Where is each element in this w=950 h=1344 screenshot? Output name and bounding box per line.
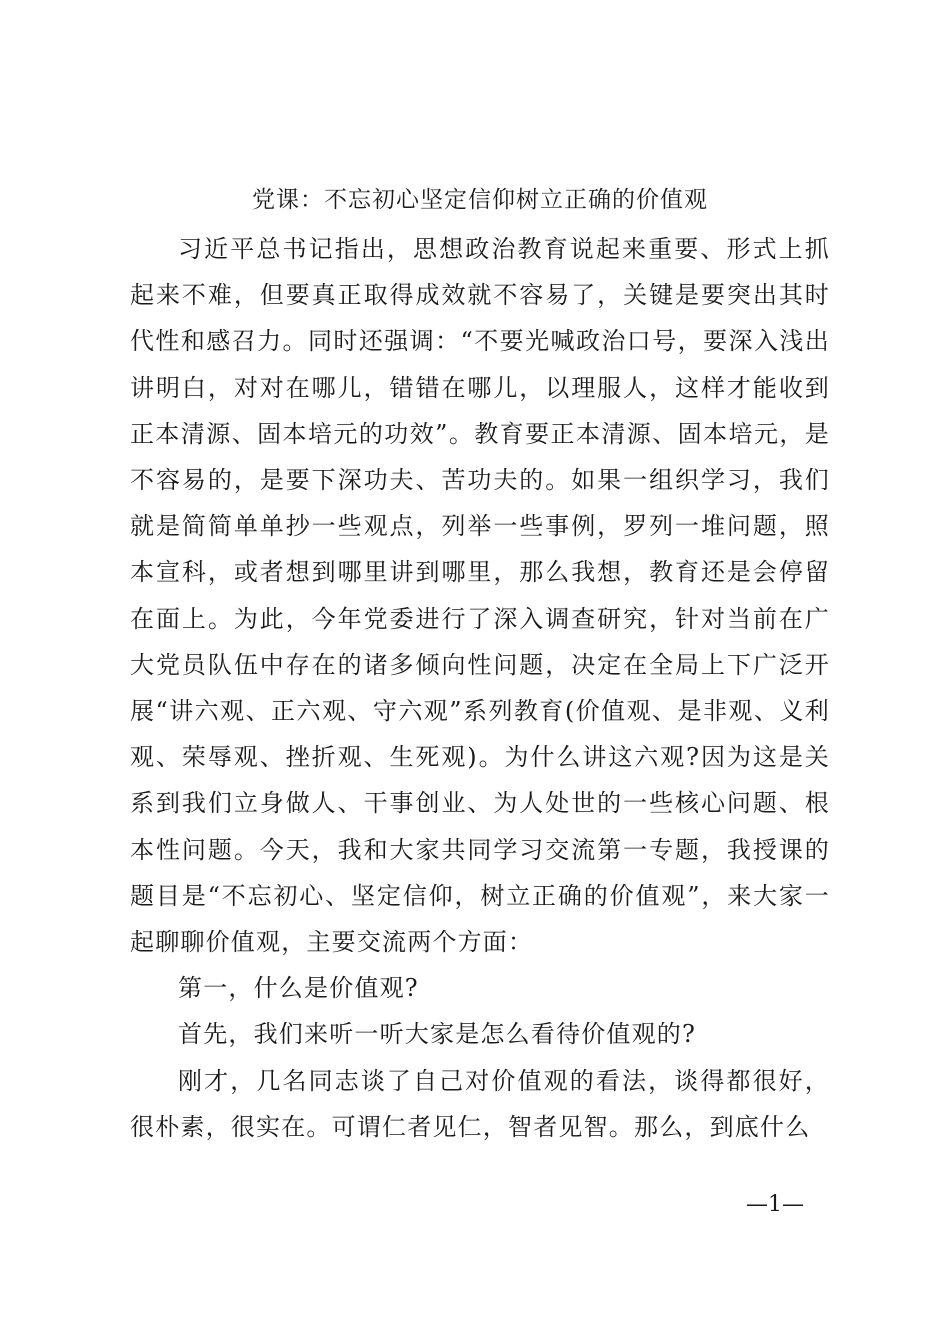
paragraph-section-heading: 第一，什么是价值观? bbox=[178, 974, 419, 1003]
paragraph-discussion: 刚才，几名同志谈了自己对价值观的看法，谈得都很好，很朴素，很实在。可谓仁者见仁，智者见智。那么，到底什么 bbox=[130, 1066, 830, 1141]
document-title: 党课：不忘初心坚定信仰树立正确的价值观 bbox=[252, 187, 708, 213]
page-number: —1— bbox=[746, 1192, 804, 1217]
paragraph-intro: 习近平总书记指出，思想政治教育说起来重要、形式上抓起来不难，但要真正取得成效就不容易了，关键是要突出其时代性和感召力。同时还强调：“不要光喊政治口号，要深入浅出讲明白，对对在哪儿，错错在哪儿，以理服人，这样才能收到正本清源、固本培元的功效”。教育要正本清源、固本培元，是不容易的，是要下深功夫、苦功夫的。如果一组织学习，我们就是简简单单抄一些观点，列举一些事例，罗列一堆问题，照本宣科，或者想到哪里讲到哪里，那么我想，教育还是会停留在面上。为此，今年党委进行了深入调查研究，针对当前在广大党员队伍中存在的诸多倾向性问题，决定在全局上下广泛开展“讲六观、正六观、守六观”系列教育(价值观、是非观、义利观、荣辱观、挫折观、生死观)。为什么讲这六观?因为这是关系到我们立身做人、干事创业、为人处世的一些核心问题、根本性问题。今天，我和大家共同学习交流第一专题，我授课的题目是“不忘初心、坚定信仰，树立正确的价值观”，来大家一起聊聊价值观，主要交流两个方面： bbox=[130, 235, 830, 957]
document-body bbox=[130, 226, 830, 1150]
paragraph-question: 首先，我们来听一听大家是怎么看待价值观的? bbox=[178, 1020, 697, 1049]
